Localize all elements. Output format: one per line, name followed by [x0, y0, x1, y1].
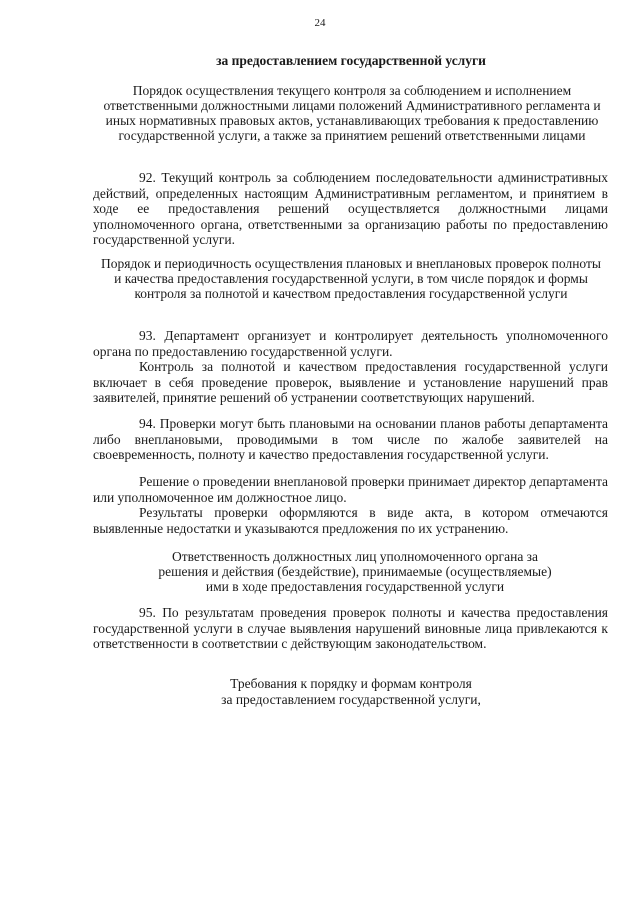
- section-2-heading: Порядок и периодичность осуществления плановых и внеплановых проверок полноты и качества предоставления государственной услуги, в том числе порядок и формы контроля за полнотой и качеством предоставления государственной услуги: [101, 256, 601, 301]
- paragraph-94: 94. Проверки могут быть плановыми на основании планов работы департамента либо внеплановыми, проводимыми в том числе по жалобе заявителей на своевременность, полноту и качество предоставления государственной услуги.: [93, 416, 608, 462]
- page-number: 24: [314, 17, 326, 29]
- section-1-heading: Порядок осуществления текущего контроля за соблюдением и исполнением ответственными должностными лицами положений Административного регламента и иных нормативных правовых актов, устанавливающих требования к предоставлению государственной услуги, а также за принятием решений ответственными лицами: [103, 83, 601, 143]
- paragraph-93b: Контроль за полнотой и качеством предоставления государственной услуги включает в себя проведение проверок, выявление и установление нарушений прав заявителей, принятие решений об устранении соответствующих нарушений.: [93, 359, 608, 405]
- section-3-heading: Ответственность должностных лиц уполномоченного органа за решения и действия (бездействие), принимаемые (осуществляемые) ими в ходе предоставления государственной услуги: [158, 549, 552, 594]
- paragraph-95: 95. По результатам проведения проверок полноты и качества предоставления государственной услуги в случае выявления нарушений виновные лица привлекаются к ответственности в соответствии с действующим законодательством.: [93, 605, 608, 651]
- paragraph-94c: Результаты проверки оформляются в виде акта, в котором отмечаются выявленные недостатки и указываются предложения по их устранению.: [93, 505, 608, 536]
- heading-top: за предоставлением государственной услуги: [216, 53, 486, 68]
- paragraph-94b: Решение о проведении внеплановой проверки принимает директор департамента или уполномоченное им должностное лицо.: [93, 474, 608, 505]
- paragraph-93: 93. Департамент организует и контролирует деятельность уполномоченного органа по предоставлению государственной услуги.: [93, 328, 608, 359]
- section-4-heading-line2: за предоставлением государственной услуги,: [221, 692, 481, 707]
- paragraph-92: 92. Текущий контроль за соблюдением последовательности административных действий, определенных настоящим Административным регламентом, и принятием в ходе ее предоставления решений осуществляется должностными лицами уполномоченного органа, ответственными за организацию работы по предоставлению государственной услуги.: [93, 170, 608, 247]
- section-4-heading-line1: Требования к порядку и формам контроля: [230, 676, 472, 691]
